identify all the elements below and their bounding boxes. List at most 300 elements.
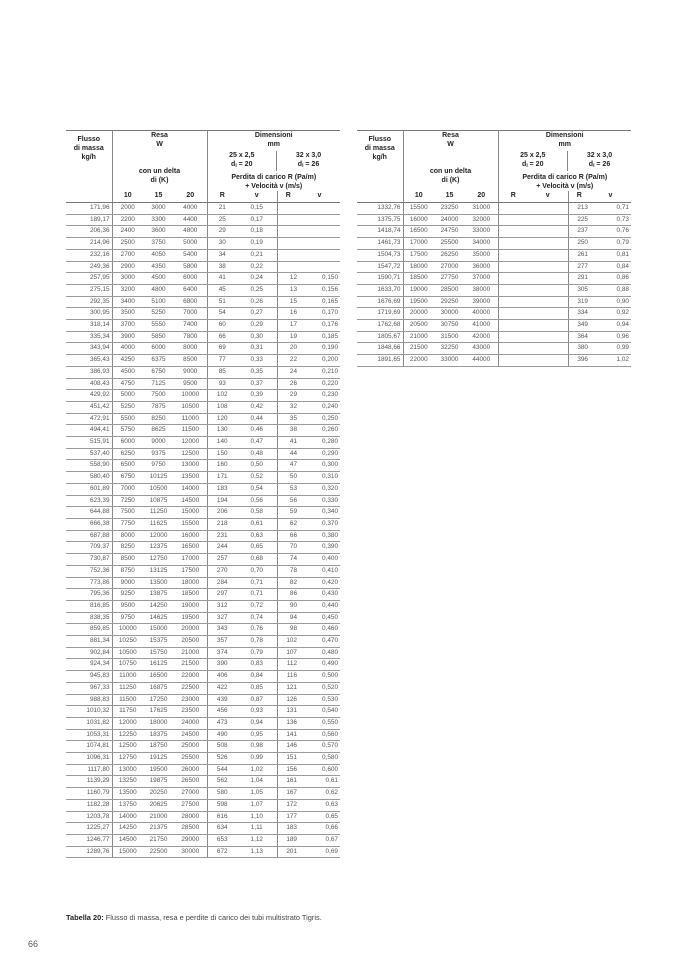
table-cell: 10500 [174,401,207,413]
column-header: 15 [434,191,465,203]
table-cell: 27000 [434,261,465,273]
table-cell: 40000 [465,308,498,320]
table-cell: 19000 [403,284,434,296]
table-cell: 2700 [112,249,143,261]
table-cell: 526 [207,753,237,765]
table-cell: 3900 [112,331,143,343]
table-row [66,203,340,215]
table-cell: 22000 [174,671,207,683]
table-cell [498,214,528,226]
table-cell: 1139,29 [66,776,112,788]
table-cell: 1160,79 [66,788,112,800]
table-cell: 335,34 [66,331,112,343]
table-cell [528,238,568,250]
table-row [66,366,340,378]
table-cell: 10875 [143,495,174,507]
table-cell: 21000 [403,331,434,343]
table-row [66,448,340,460]
table-cell: 38000 [465,284,498,296]
table-cell: 0,25 [237,284,277,296]
table-cell: 270 [207,565,237,577]
table-cell: 291 [568,273,590,285]
table-row [66,530,340,542]
table-cell: 126 [277,694,299,706]
table-cell: 20500 [403,320,434,332]
table-row [66,343,340,355]
table-cell [299,249,340,261]
table-cell: 0,37 [237,378,277,390]
table-caption [66,913,322,922]
table-cell: 0,76 [590,226,631,238]
table-cell: 0,74 [237,612,277,624]
table-cell: 11000 [112,671,143,683]
table-cell: 12000 [112,717,143,729]
table-cell: 11500 [112,694,143,706]
table-row [66,799,340,811]
table-cell: 0,47 [237,437,277,449]
sub-i: i [235,163,237,169]
dim-header-line: Dimensioni [545,132,584,139]
table-cell: 201 [277,846,299,858]
table-cell: 0,18 [237,226,277,238]
pipe-size-row [499,151,632,171]
table-cell: 9000 [112,577,143,589]
table-cell: 130 [207,425,237,437]
table-cell: 0,250 [299,413,340,425]
table-cell: 0,72 [237,600,277,612]
table-cell: 8500 [112,554,143,566]
table-row [66,694,340,706]
table-cell: 357 [207,636,237,648]
table-cell: 0,26 [237,296,277,308]
table-cell: 74 [277,554,299,566]
table-cell [498,238,528,250]
table-cell: 62 [277,518,299,530]
table-cell: 7500 [112,507,143,519]
table-cell [528,320,568,332]
table-cell: 0,67 [299,834,340,846]
table-cell: 56 [277,495,299,507]
table-cell: 3300 [143,214,174,226]
table-cell: 20625 [143,799,174,811]
table-cell: 27750 [434,273,465,285]
table-cell: 29250 [434,296,465,308]
table-cell: 1891,65 [357,355,403,367]
table-row [66,355,340,367]
table-cell: 14625 [143,612,174,624]
column-header: 20 [465,191,498,203]
table-cell: 1504,73 [357,249,403,261]
table-cell: 39000 [465,296,498,308]
table-cell: 1719,69 [357,308,403,320]
sub-i: i [526,163,528,169]
diameter-value: = 20 [236,161,253,168]
column-header: v [528,191,568,203]
table-cell: 4050 [143,249,174,261]
table-cell: 305 [568,284,590,296]
pipe-32-header [276,151,340,171]
table-cell: 2000 [112,203,143,215]
table-row [66,249,340,261]
table-cell: 21500 [174,659,207,671]
table-cell: 206,36 [66,226,112,238]
table-cell: 365,43 [66,355,112,367]
table-cell: 9375 [143,448,174,460]
table-cell: 21375 [143,823,174,835]
d-symbol: d [588,161,594,168]
table-cell: 0,96 [590,331,631,343]
table-cell: 300,95 [66,308,112,320]
table-cell: 0,63 [237,530,277,542]
table-cell: 390 [207,659,237,671]
table-cell: 32250 [434,343,465,355]
delta-header-line: con un delta [138,168,181,175]
table-cell: 0,94 [590,320,631,332]
table-cell: 297 [207,589,237,601]
table-cell: 10000 [112,624,143,636]
table-cell: 29 [207,226,237,238]
delta-header-line: con un delta [429,168,472,175]
table-row [66,320,340,332]
table-cell: 0,94 [237,717,277,729]
table-cell [528,203,568,215]
flow-header-line: di massa [73,145,104,152]
table-row [66,308,340,320]
table-cell [299,203,340,215]
table-cell: 0,176 [299,320,340,332]
table-cell: 17500 [403,249,434,261]
table-cell: 86 [277,589,299,601]
table-cell: 0,90 [590,296,631,308]
table-cell: 0,580 [299,753,340,765]
table-cell: 1332,76 [357,203,403,215]
table-cell: 6800 [174,296,207,308]
table-cell: 2900 [112,261,143,273]
table-cell: 16000 [403,214,434,226]
table-cell: 12000 [143,530,174,542]
table-cell: 22500 [174,682,207,694]
table-cell: 451,42 [66,401,112,413]
table-cell: 93 [207,378,237,390]
table-row [66,460,340,472]
table-cell: 90 [277,600,299,612]
table-cell: 1096,31 [66,753,112,765]
table-cell: 9750 [143,460,174,472]
column-header: 15 [143,191,174,203]
table-cell: 206 [207,507,237,519]
table-row [66,261,340,273]
table-cell: 1,12 [237,834,277,846]
table-cell: 0,70 [237,565,277,577]
table-cell [528,343,568,355]
table-cell: 261 [568,249,590,261]
table-cell: 0,46 [237,425,277,437]
table-cell: 0,87 [237,694,277,706]
table-cell: 988,83 [66,694,112,706]
table-cell: 623,39 [66,495,112,507]
column-header: R [568,191,590,203]
table-cell: 27500 [174,799,207,811]
table-cell [498,284,528,296]
table-cell: 0,460 [299,624,340,636]
table-cell: 13 [277,284,299,296]
table-cell: 11625 [143,518,174,530]
table-cell: 1,07 [237,799,277,811]
table-cell: 12000 [174,437,207,449]
table-cell: 11250 [143,507,174,519]
dim-header-line: mm [267,141,280,148]
table-cell [277,203,299,215]
table-row [66,589,340,601]
table-row [66,542,340,554]
table-cell: 19125 [143,753,174,765]
table-cell: 10250 [112,636,143,648]
table-cell: 0,22 [237,261,277,273]
table-cell: 21750 [143,834,174,846]
table-cell: 687,88 [66,530,112,542]
table-cell: 15500 [403,203,434,215]
table-cell: 59 [277,507,299,519]
table-cell: 13000 [112,764,143,776]
table-cell: 82 [277,577,299,589]
table-cell: 244 [207,542,237,554]
table-cell: 11250 [112,682,143,694]
table-cell: 18000 [143,717,174,729]
table-cell: 4250 [112,355,143,367]
table-cell: 237 [568,226,590,238]
table-cell: 0,530 [299,694,340,706]
table-cell: 0,430 [299,589,340,601]
table-cell: 4750 [112,378,143,390]
table-cell: 0,330 [299,495,340,507]
header-row-1 [357,131,631,192]
table-cell: 562 [207,776,237,788]
table-cell: 26000 [174,764,207,776]
flow-header [66,131,112,192]
page-number: 66 [28,939,39,949]
table-cell: 0,61 [237,518,277,530]
table-cell [498,249,528,261]
d-symbol: d [522,161,527,168]
table-cell: 34 [207,249,237,261]
table-cell: 12250 [112,729,143,741]
table-row [66,437,340,449]
table-cell: 7000 [112,483,143,495]
dim-header-line: mm [558,141,571,148]
table-cell: 156 [277,764,299,776]
table-cell: 0,42 [237,401,277,413]
table-cell: 0,600 [299,764,340,776]
table-cell: 136 [277,717,299,729]
loss-header-line: + Velocità v (m/s) [536,183,594,190]
table-row [66,717,340,729]
table-row [357,355,631,367]
table-cell: 312 [207,600,237,612]
table-cell: 924,34 [66,659,112,671]
table-cell: 25500 [434,238,465,250]
table-cell: 12375 [143,542,174,554]
table-row [66,401,340,413]
table-row [66,671,340,683]
table-cell: 41 [207,273,237,285]
table-cell: 422 [207,682,237,694]
table-cell: 1461,73 [357,238,403,250]
table-cell: 0,68 [237,554,277,566]
diameter-value: = 26 [303,161,320,168]
table-row [357,261,631,273]
table-cell: 16125 [143,659,174,671]
table-row [66,483,340,495]
caption-label: Tabella 20: [66,913,104,922]
table-cell: 37000 [465,273,498,285]
table-cell: 7875 [143,401,174,413]
table-cell: 8000 [112,530,143,542]
table-cell: 108 [207,401,237,413]
table-cell: 1418,74 [357,226,403,238]
table-cell: 6750 [143,366,174,378]
table-cell: 0,230 [299,390,340,402]
table-cell: 0,165 [299,296,340,308]
table-cell: 4500 [112,366,143,378]
table-cell: 1182,28 [66,799,112,811]
table-cell: 9750 [112,612,143,624]
table-cell: 249,36 [66,261,112,273]
table-cell: 0,440 [299,600,340,612]
sub-i: i [593,163,595,169]
table-cell: 13750 [112,799,143,811]
table-cell: 1117,80 [66,764,112,776]
pipe-size: 32 x 3,0 [295,152,322,159]
table-cell: 0,560 [299,729,340,741]
table-cell: 41000 [465,320,498,332]
resa-header [403,131,498,192]
table-cell: 20 [277,343,299,355]
loss-header-line: + Velocità v (m/s) [245,183,303,190]
table-row [357,238,631,250]
table-cell: 10750 [112,659,143,671]
table-cell: 0,71 [237,589,277,601]
table-cell: 32000 [465,214,498,226]
table-cell: 14000 [112,811,143,823]
table-cell: 752,36 [66,565,112,577]
table-cell: 364 [568,331,590,343]
table-row [66,238,340,250]
table-cell: 18750 [143,741,174,753]
table-cell: 10000 [174,390,207,402]
table-cell: 318,14 [66,320,112,332]
table-cell: 0,48 [237,448,277,460]
table-cell: 77 [207,355,237,367]
table-cell: 66 [207,331,237,343]
table-cell: 42000 [465,331,498,343]
table-cell: 10125 [143,472,174,484]
table-cell: 12500 [112,741,143,753]
column-header-row [357,191,631,203]
table-row [357,226,631,238]
table-cell: 0,63 [299,799,340,811]
table-row [66,776,340,788]
table-cell: 36000 [465,261,498,273]
table-cell: 23500 [174,706,207,718]
table-cell: 18375 [143,729,174,741]
table-cell: 1590,71 [357,273,403,285]
table-row [66,600,340,612]
table-cell: 31500 [434,331,465,343]
table-cell [528,214,568,226]
table-cell: 0,76 [237,624,277,636]
table-cell: 15500 [174,518,207,530]
table-cell: 1,05 [237,788,277,800]
table-cell: 7125 [143,378,174,390]
table-cell: 45 [207,284,237,296]
table-cell: 16500 [143,671,174,683]
table-cell: 11000 [174,413,207,425]
table-row [357,249,631,261]
table-cell: 33000 [465,226,498,238]
table-cell: 0,65 [299,811,340,823]
table-cell: 1,04 [237,776,277,788]
table-cell: 4800 [143,284,174,296]
header-row-1 [66,131,340,192]
table-cell: 19500 [143,764,174,776]
table-row [66,390,340,402]
flow-header-line: kg/h [81,154,96,161]
pipe-size: 25 x 2,5 [229,152,255,159]
table-cell: 616 [207,811,237,823]
table-row [66,659,340,671]
column-header: 10 [112,191,143,203]
table-row [66,425,340,437]
table-cell: 967,33 [66,682,112,694]
pipe-inner-diameter [499,160,568,171]
table-cell: 44000 [465,355,498,367]
table-cell: 33000 [434,355,465,367]
table-cell: 0,62 [299,788,340,800]
table-row [66,823,340,835]
table-cell [498,226,528,238]
table-cell: 0,44 [237,413,277,425]
table-cell: 1074,81 [66,741,112,753]
table-cell [277,238,299,250]
column-header: 10 [403,191,434,203]
table-cell: 1,13 [237,846,277,858]
table-cell: 18500 [174,589,207,601]
table-cell: 1,11 [237,823,277,835]
table-cell: 494,41 [66,425,112,437]
table-cell: 21500 [403,343,434,355]
table-cell: 20500 [174,636,207,648]
table-cell: 0,300 [299,460,340,472]
table-cell: 5250 [143,308,174,320]
table-cell: 0,470 [299,636,340,648]
table-cell: 1762,68 [357,320,403,332]
table-cell: 653 [207,834,237,846]
table-cell: 12750 [143,554,174,566]
table-cell: 13500 [112,788,143,800]
table-cell: 490 [207,729,237,741]
table-cell: 131 [277,706,299,718]
table-cell: 730,87 [66,554,112,566]
table-cell: 0,50 [237,460,277,472]
table-cell: 225 [568,214,590,226]
table-cell: 14250 [112,823,143,835]
table-cell: 439 [207,694,237,706]
table-cell: 0,550 [299,717,340,729]
table-cell: 257 [207,554,237,566]
table-cell: 20000 [403,308,434,320]
table-cell: 13250 [112,776,143,788]
table-row [66,214,340,226]
